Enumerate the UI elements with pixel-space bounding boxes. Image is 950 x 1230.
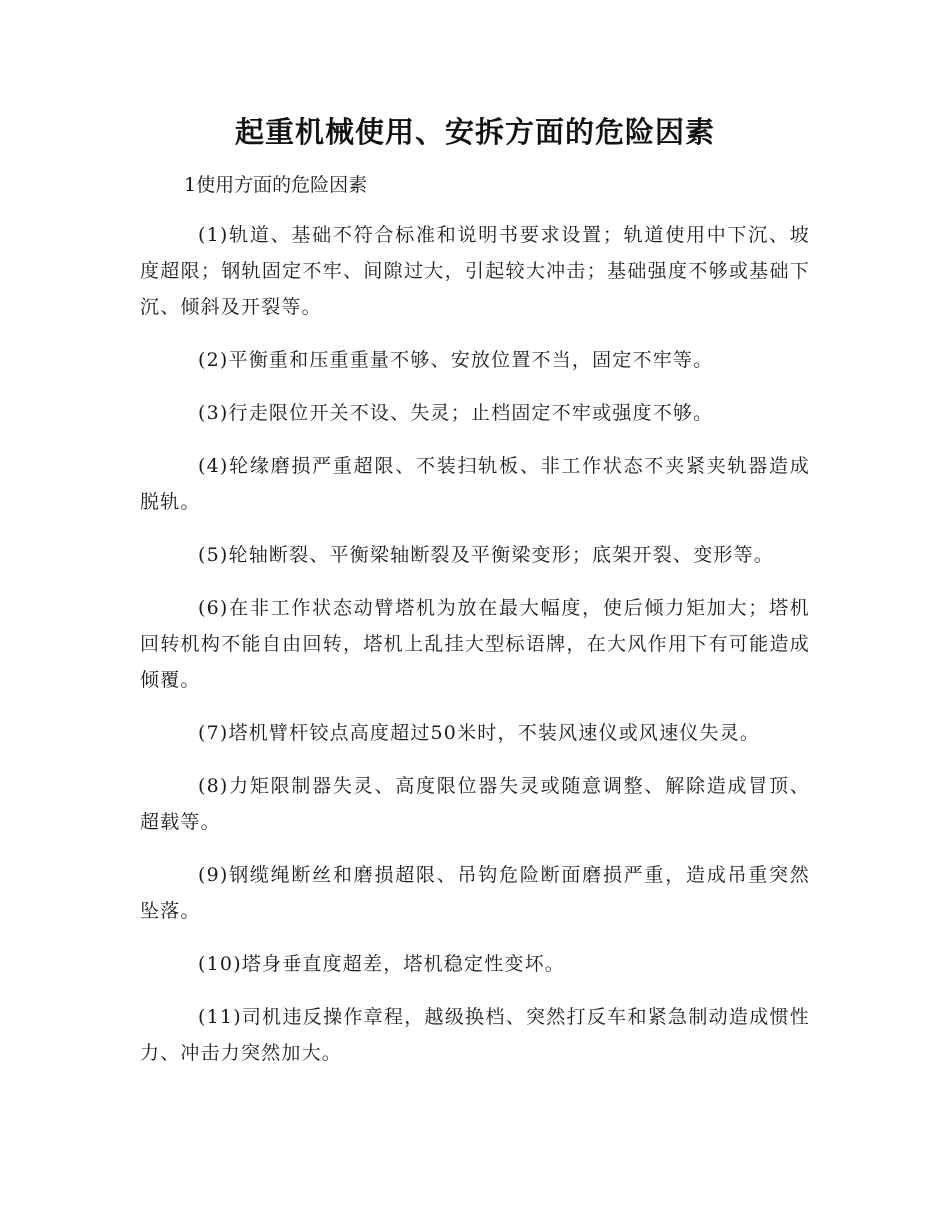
- paragraph-item-1: (1)轨道、基础不符合标准和说明书要求设置；轨道使用中下沉、坡度超限；钢轨固定不牢、间隙过大，引起较大冲击；基础强度不够或基础下沉、倾斜及开裂等。: [140, 224, 810, 318]
- paragraph-item-6: (6)在非工作状态动臂塔机为放在最大幅度，使后倾力矩加大；塔机回转机构不能自由回转，塔机上乱挂大型标语牌，在大风作用下有可能造成倾覆。: [140, 597, 810, 691]
- paragraph-item-11: (11)司机违反操作章程，越级换档、突然打反车和紧急制动造成惯性力、冲击力突然加大。: [140, 1006, 810, 1064]
- paragraph-item-7: (7)塔机臂杆铰点高度超过50米时，不装风速仪或风速仪失灵。: [198, 722, 761, 744]
- document-body: [140, 170, 810, 1071]
- paragraph-item-10: (10)塔身垂直度超差，塔机稳定性变坏。: [198, 953, 566, 975]
- paragraph-item-8: (8)力矩限制器失灵、高度限位器失灵或随意调整、解除造成冒顶、超载等。: [140, 775, 810, 833]
- paragraph-item-3: (3)行走限位开关不设、失灵；止档固定不牢或强度不够。: [198, 402, 714, 424]
- section-heading: 1使用方面的危险因素: [184, 174, 368, 196]
- paragraph-item-2: (2)平衡重和压重重量不够、安放位置不当，固定不牢等。: [198, 349, 714, 371]
- document-title: 起重机械使用、安拆方面的危险因素: [234, 115, 715, 149]
- paragraph-item-4: (4)轮缘磨损严重超限、不装扫轨板、非工作状态不夹紧夹轨器造成脱轨。: [140, 455, 810, 513]
- paragraph-item-9: (9)钢缆绳断丝和磨损超限、吊钩危险断面磨损严重，造成吊重突然坠落。: [140, 864, 810, 922]
- paragraph-item-5: (5)轮轴断裂、平衡梁轴断裂及平衡梁变形；底架开裂、变形等。: [198, 544, 774, 566]
